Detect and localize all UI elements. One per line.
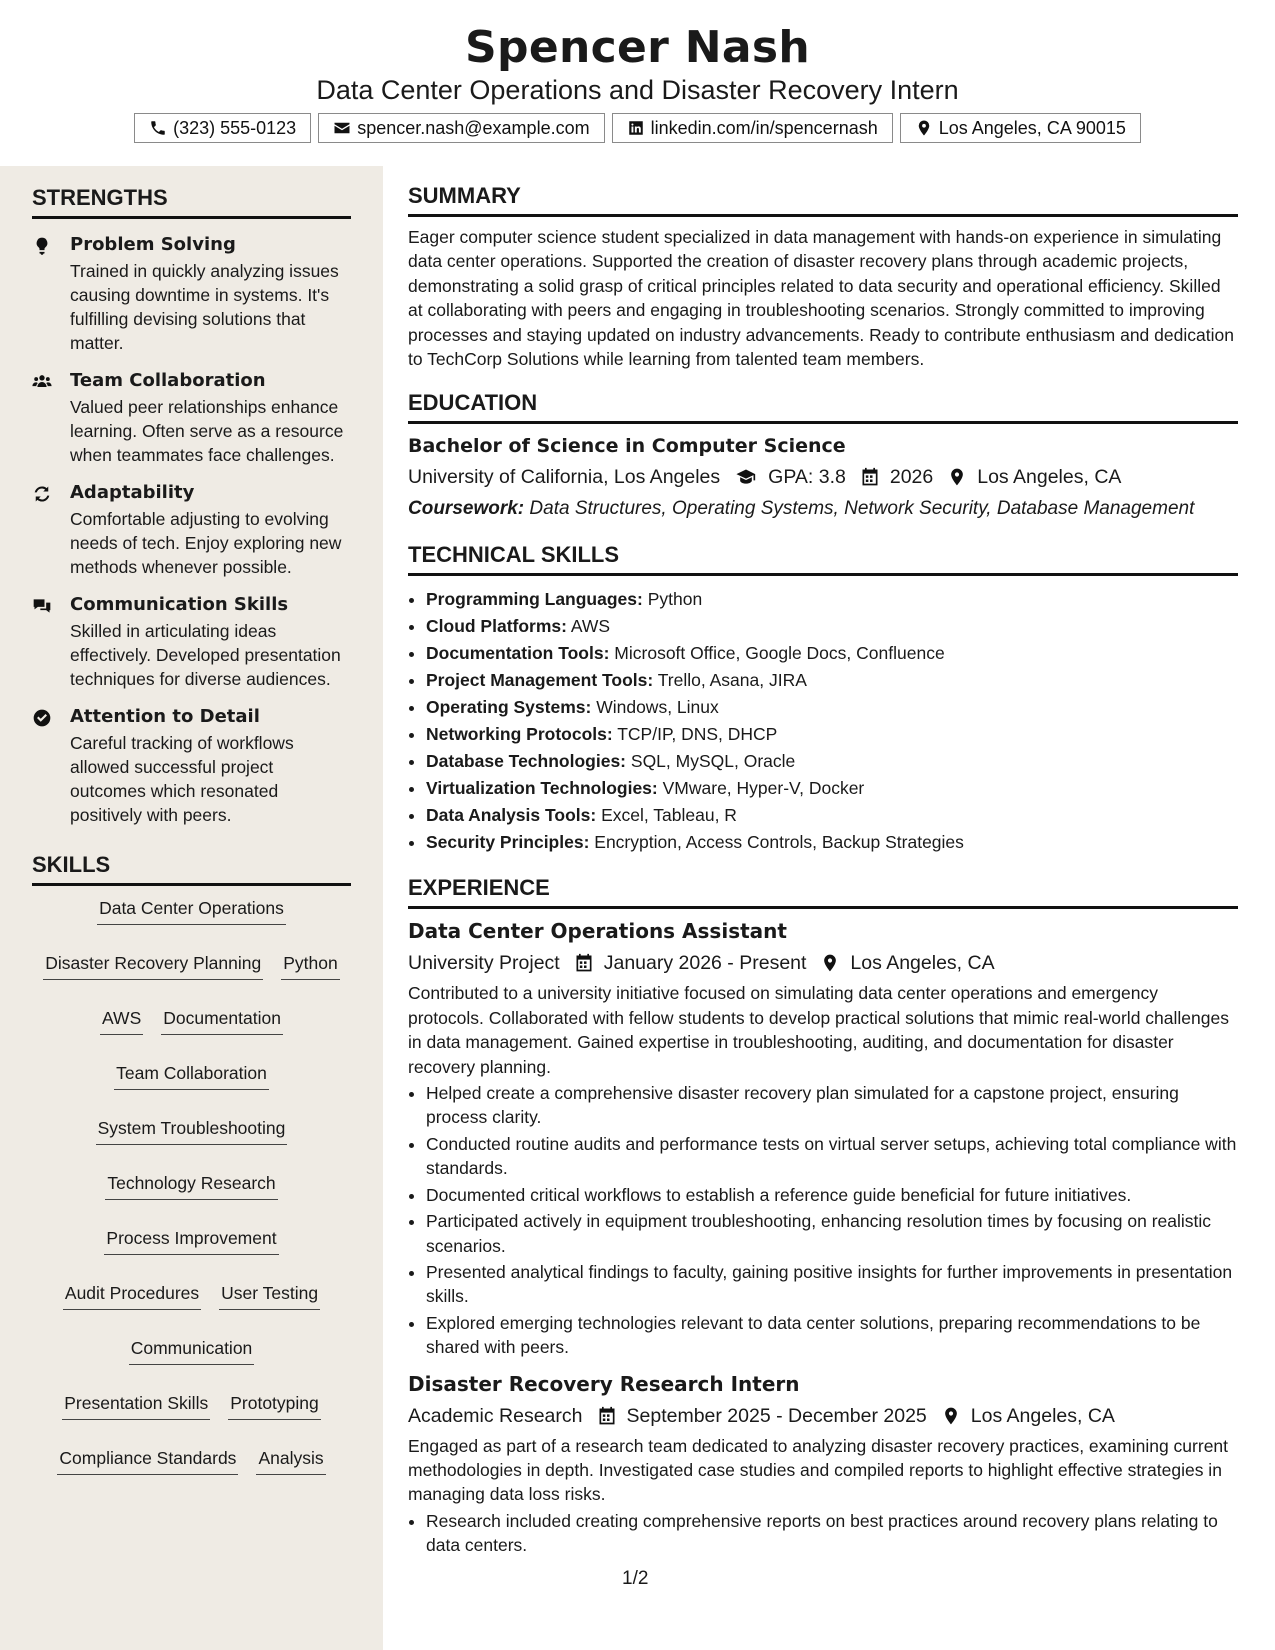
job-meta bbox=[408, 1402, 1238, 1430]
job-description: Contributed to a university initiative focused on simulating data center operations and emergency protocols. Collaborated with fellow students to develop practical solutions that mimic real-world challenges in data management. Gained expertise in troubleshooting, auditing, and documentation for disaster recovery planning. bbox=[408, 983, 1229, 1077]
skill-tag: AWS bbox=[100, 1006, 143, 1035]
list-item: • Explored emerging technologies relevant to data center solutions, preparing recommendations to be shared with peers. bbox=[426, 1311, 1238, 1360]
gpa-text: GPA: 3.8 bbox=[768, 466, 846, 489]
linkedin-icon bbox=[627, 119, 645, 137]
list-item: • Participated actively in equipment troubleshooting, enhancing resolution times by focusing on realistic scenarios. bbox=[426, 1209, 1238, 1258]
users-icon bbox=[32, 372, 52, 392]
job-bullets bbox=[408, 1081, 1238, 1359]
skill-tag: Presentation Skills bbox=[62, 1391, 210, 1420]
skill-tag: Documentation bbox=[161, 1006, 283, 1035]
list-item: • Cloud Platforms: AWS bbox=[426, 613, 1238, 640]
job-meta bbox=[408, 949, 1238, 977]
location-text: Los Angeles, CA 90015 bbox=[938, 117, 1126, 138]
summary-text: Eager computer science student specialized in data management with hands-on experience in simulating data center operations. Supported the creation of disaster recovery plans through academic projects, demonstrating a solid grasp of critical principles related to data security and operational efficiency. Skilled at collaborating with peers and engaging in troubleshooting scenarios. Strongly committed to improving processes and staying updated on industry advancements. Ready to contribute enthusiasm and dedication to TechCorp Solutions while learning from talented team members. bbox=[408, 227, 1234, 370]
skill-tag: User Testing bbox=[219, 1281, 320, 1310]
strength-desc: Valued peer relationships enhance learning. Often serve as a resource when teammates face challenges. bbox=[70, 397, 344, 465]
job-description: Engaged as part of a research team dedicated to analyzing disaster recovery practices, examining current methodologies in depth. Investigated case studies and compiled reports to highlight effective strategies in managing data loss risks. bbox=[408, 1435, 1229, 1505]
candidate-title: Data Center Operations and Disaster Recovery Intern bbox=[316, 75, 959, 105]
school-name: University of California, Los Angeles bbox=[408, 466, 721, 489]
skill-tag: Disaster Recovery Planning bbox=[43, 951, 263, 980]
strength-desc: Careful tracking of workflows allowed successful project outcomes which resonated positively with peers. bbox=[70, 733, 294, 825]
calendar-icon bbox=[860, 467, 880, 487]
map-pin-icon bbox=[820, 953, 840, 973]
strength-item bbox=[32, 233, 351, 355]
list-item: • Documentation Tools: Microsoft Office, Google Docs, Confluence bbox=[426, 640, 1238, 667]
education-meta bbox=[408, 463, 1238, 491]
main-column bbox=[408, 166, 1238, 1560]
list-item: • Programming Languages: Python bbox=[426, 586, 1238, 613]
skill-tag: Audit Procedures bbox=[63, 1281, 201, 1310]
job-org: University Project bbox=[408, 952, 560, 975]
strength-item bbox=[32, 369, 351, 467]
strength-desc: Trained in quickly analyzing issues causing downtime in systems. It's fulfilling devising solutions that matter. bbox=[70, 261, 339, 353]
contact-linkedin[interactable] bbox=[612, 113, 893, 143]
list-item: • Research included creating comprehensive reports on best practices around recovery plans relating to data centers. bbox=[426, 1509, 1238, 1558]
experience-heading: EXPERIENCE bbox=[408, 874, 1238, 909]
technical-skills-list bbox=[408, 586, 1238, 856]
candidate-name: Spencer Nash bbox=[465, 22, 810, 73]
map-pin-icon bbox=[915, 119, 933, 137]
linkedin-text: linkedin.com/in/spencernash bbox=[650, 117, 878, 138]
graduation-cap-icon bbox=[734, 467, 758, 487]
list-item: • Documented critical workflows to establish a reference guide beneficial for future initiatives. bbox=[426, 1183, 1238, 1207]
skills-tag-list bbox=[32, 896, 351, 1475]
technical-skills-heading: TECHNICAL SKILLS bbox=[408, 541, 1238, 576]
skill-tag: Technology Research bbox=[105, 1171, 277, 1200]
contact-bar bbox=[0, 113, 1275, 143]
list-item: • Presented analytical findings to faculty, gaining positive insights for further improvements in presentation skills. bbox=[426, 1260, 1238, 1309]
strength-item bbox=[32, 593, 351, 691]
envelope-icon bbox=[333, 119, 351, 137]
strength-desc: Comfortable adjusting to evolving needs of tech. Enjoy exploring new methods whenever possible. bbox=[70, 509, 342, 577]
comments-icon bbox=[32, 596, 52, 616]
contact-location[interactable] bbox=[900, 113, 1141, 143]
phone-text: (323) 555-0123 bbox=[173, 117, 297, 138]
graduation-year: 2026 bbox=[889, 466, 934, 489]
list-item: • Project Management Tools: Trello, Asana, JIRA bbox=[426, 667, 1238, 694]
skill-tag: Communication bbox=[129, 1336, 255, 1365]
summary-section bbox=[408, 182, 1238, 371]
list-item: • Networking Protocols: TCP/IP, DNS, DHCP bbox=[426, 721, 1238, 748]
job-dates: January 2026 - Present bbox=[603, 952, 807, 975]
strength-desc: Skilled in articulating ideas effectively. Developed presentation techniques for diverse audiences. bbox=[70, 621, 341, 689]
lightbulb-icon bbox=[32, 236, 52, 256]
education-heading: EDUCATION bbox=[408, 389, 1238, 424]
phone-icon bbox=[149, 119, 167, 137]
strength-title: Communication Skills bbox=[70, 594, 289, 615]
skill-tag: Compliance Standards bbox=[57, 1446, 238, 1475]
coursework bbox=[408, 495, 1238, 523]
map-pin-icon bbox=[947, 467, 967, 487]
school-location: Los Angeles, CA bbox=[977, 466, 1122, 489]
skill-tag: Process Improvement bbox=[104, 1226, 278, 1255]
skill-tag: Analysis bbox=[256, 1446, 325, 1475]
list-item: • Data Analysis Tools: Excel, Tableau, R bbox=[426, 802, 1238, 829]
contact-email[interactable] bbox=[318, 113, 604, 143]
resume-header bbox=[0, 0, 1275, 166]
list-item: • Virtualization Technologies: VMware, Hyper-V, Docker bbox=[426, 775, 1238, 802]
job-location: Los Angeles, CA bbox=[850, 952, 995, 975]
skill-tag: Data Center Operations bbox=[97, 896, 286, 925]
coursework-label: Coursework: bbox=[408, 498, 525, 520]
degree-title: Bachelor of Science in Computer Science bbox=[408, 435, 846, 458]
check-circle-icon bbox=[32, 708, 52, 728]
strength-title: Attention to Detail bbox=[70, 706, 260, 727]
strength-title: Adaptability bbox=[70, 482, 195, 503]
email-text: spencer.nash@example.com bbox=[357, 117, 590, 138]
list-item: • Security Principles: Encryption, Access Controls, Backup Strategies bbox=[426, 829, 1238, 856]
sidebar bbox=[0, 166, 383, 1650]
job-dates: September 2025 - December 2025 bbox=[626, 1404, 927, 1427]
job-title: Data Center Operations Assistant bbox=[408, 919, 787, 944]
list-item: • Helped create a comprehensive disaster recovery plan simulated for a capstone project, ensuring process clarity. bbox=[426, 1081, 1238, 1130]
skill-tag: System Troubleshooting bbox=[96, 1116, 288, 1145]
map-pin-icon bbox=[941, 1406, 961, 1426]
skills-heading: SKILLS bbox=[32, 851, 351, 886]
page-number: 1/2 bbox=[622, 1568, 649, 1589]
skill-tag: Python bbox=[281, 951, 339, 980]
refresh-icon bbox=[32, 484, 52, 504]
list-item: • Conducted routine audits and performance tests on virtual server setups, achieving total compliance with standards. bbox=[426, 1132, 1238, 1181]
strengths-heading: STRENGTHS bbox=[32, 184, 351, 219]
experience-section bbox=[408, 874, 1238, 1557]
strength-title: Team Collaboration bbox=[70, 370, 266, 391]
job-location: Los Angeles, CA bbox=[970, 1404, 1115, 1427]
strength-item bbox=[32, 481, 351, 579]
job-bullets bbox=[408, 1509, 1238, 1558]
job-org: Academic Research bbox=[408, 1404, 583, 1427]
job-title: Disaster Recovery Research Intern bbox=[408, 1371, 800, 1396]
contact-phone[interactable] bbox=[134, 113, 311, 143]
list-item: • Operating Systems: Windows, Linux bbox=[426, 694, 1238, 721]
skill-tag: Team Collaboration bbox=[114, 1061, 269, 1090]
strength-item bbox=[32, 705, 351, 827]
strength-title: Problem Solving bbox=[70, 234, 236, 255]
technical-skills-section bbox=[408, 541, 1238, 856]
skill-tag: Prototyping bbox=[228, 1391, 321, 1420]
list-item: • Database Technologies: SQL, MySQL, Oracle bbox=[426, 748, 1238, 775]
summary-heading: SUMMARY bbox=[408, 182, 1238, 217]
calendar-icon bbox=[574, 953, 594, 973]
education-section bbox=[408, 389, 1238, 523]
coursework-list: Data Structures, Operating Systems, Network Security, Database Management bbox=[529, 498, 1195, 520]
calendar-icon bbox=[597, 1406, 617, 1426]
